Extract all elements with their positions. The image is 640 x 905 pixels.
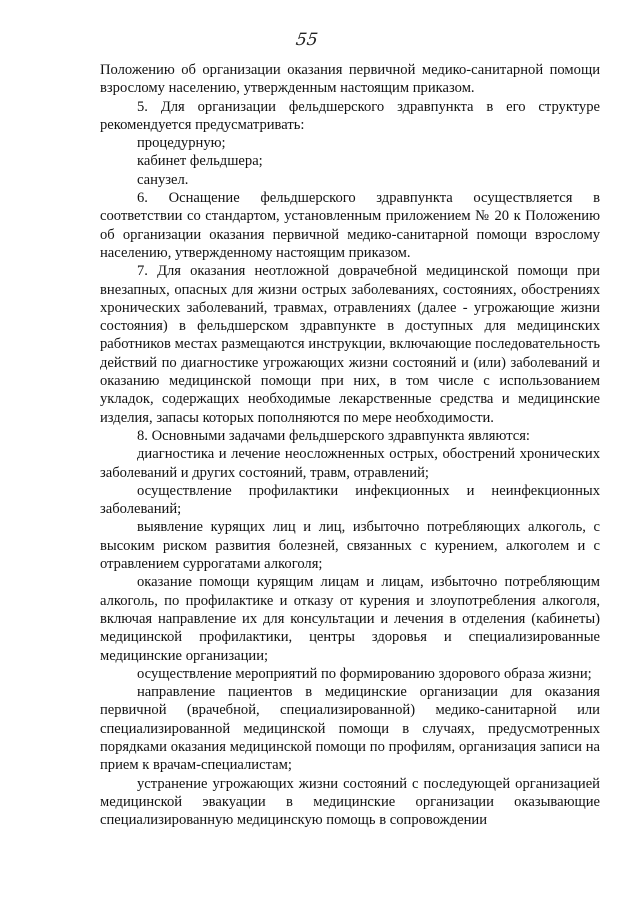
paragraph-item-6: 6. Оснащение фельдшерского здравпункта осуществляется в соответствии со стандартом, установленным приложением № 20 к Положению об организации оказания первичной медико-санитарной помощи взрослому населению, утвержденному настоящим приказом.	[100, 190, 600, 261]
task-item: диагностика и лечение неосложненных острых, обострений хронических заболеваний и других состояний, травм, отравлений;	[100, 446, 600, 481]
task-item: выявление курящих лиц и лиц, избыточно потребляющих алкоголь, с высоким риском развития болезней, связанных с курением, алкоголем и с отравлением суррогатами алкоголя;	[100, 519, 600, 573]
list-item: санузел.	[137, 171, 189, 188]
list-item: процедурную;	[137, 135, 226, 152]
paragraph-continuation: Положению об организации оказания первичной медико-санитарной помощи взрослому населению, утвержденным настоящим приказом.	[100, 62, 600, 97]
task-item: осуществление мероприятий по формированию здорового образа жизни;	[137, 665, 592, 682]
paragraph-item-8: 8. Основными задачами фельдшерского здравпункта являются:	[137, 427, 530, 444]
document-body	[100, 61, 600, 829]
page-number: 55	[294, 30, 320, 50]
task-item: осуществление профилактики инфекционных и неинфекционных заболеваний;	[100, 482, 600, 518]
paragraph-item-7: 7. Для оказания неотложной доврачебной медицинской помощи при внезапных, опасных для жизни острых заболеваниях, состояниях, обострениях хронических заболеваний, травмах, отравлениях (далее - угрожающие жизни состояния) в фельдшерском здравпункте в доступных для медицинских работников местах размещаются инструкции, включающие последовательность действий по диагностике угрожающих жизни состояний и (или) заболеваний и оказанию медицинской помощи при них, в том числе с использованием укладок, содержащих необходимые лекарственные средства и медицинские изделия, запасы которых пополняются по мере необходимости.	[100, 263, 600, 426]
task-item: устранение угрожающих жизни состояний с последующей организацией медицинской эвакуации в медицинские организации оказывающие специализированную медицинскую помощь в сопровождении	[100, 775, 600, 829]
paragraph-item-5: 5. Для организации фельдшерского здравпункта в его структуре рекомендуется предусматривать:	[100, 98, 600, 133]
list-item: кабинет фельдшера;	[137, 153, 263, 170]
task-item: оказание помощи курящим лицам и лицам, избыточно потребляющим алкоголь, по профилактике и отказу от курения и злоупотребления алкоголя, включая направление их для консультации и лечения в отделения (кабинеты) медицинской профилактики, центры здоровья и специализированные медицинские организации;	[100, 574, 600, 664]
task-item: направление пациентов в медицинские организации для оказания первичной (врачебной, специализированной) медико-санитарной или специализированной медицинской помощи в случаях, предусмотренных порядками оказания медицинской помощи по профилям, организация записи на прием к врачам-специалистам;	[100, 684, 600, 774]
